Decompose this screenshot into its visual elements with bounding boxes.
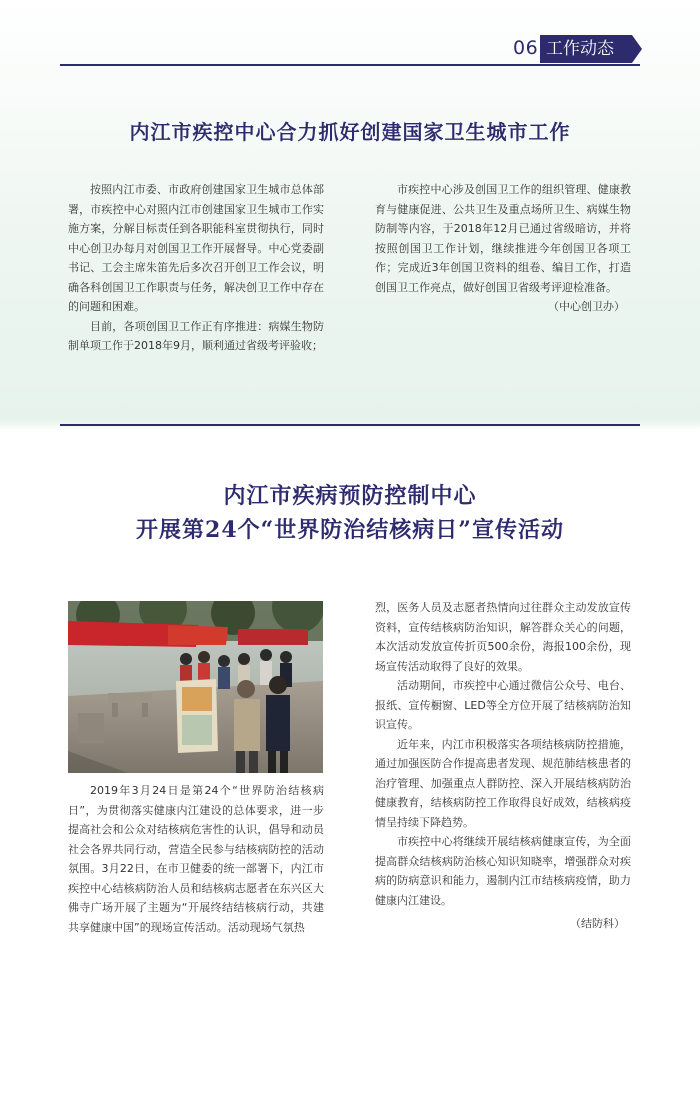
article1-paragraph: 目前，各项创国卫工作正有序推进：病媒生物防制单项工作于2018年9月，顺利通过省级考评验收； [68, 319, 324, 352]
section-badge: 工作动态 [540, 35, 632, 63]
page-number: 06 [513, 37, 539, 59]
article1-right-column [375, 180, 631, 317]
section-divider [60, 424, 640, 426]
event-photo [68, 601, 323, 773]
article2-right-column [375, 598, 631, 934]
article2-title-line2: 开展第24个“世界防治结核病日”宣传活动 [136, 517, 564, 543]
page-header [0, 0, 700, 70]
article1-paragraph: 按照内江市委、市政府创建国家卫生城市总体部署，市疾控中心对照内江市创建国家卫生城市工作实施方案，分解目标责任到各职能科室贯彻执行，同时中心创卫办每月对创国卫工作开展督导。中心党委副书记、工会主席朱笛先后多次召开创卫工作会议，明确各科创国卫工作职责与任务，解决创卫工作中存在的问题和困难。 [68, 183, 324, 313]
header-rule [60, 64, 640, 66]
article2-paragraph-continued: 烈，医务人员及志愿者热情向过往群众主动发放宣传资料，宣传结核病防治知识，解答群众关心的问题，本次活动发放宣传折页500余份，海报100余份，现场宣传活动取得了良好的效果。 [375, 601, 631, 673]
article1-left-column [68, 180, 324, 356]
article2-paragraph: 近年来，内江市积极落实各项结核病防控措施，通过加强医防合作提高患者发现、规范肺结核患者的治疗管理、加强重点人群防控、深入开展结核病防治健康教育，结核病防控工作取得良好成效，结核病疫情呈持续下降趋势。 [375, 737, 631, 829]
article2-title-line1: 内江市疾病预防控制中心 [223, 483, 477, 509]
article2-paragraph: 市疾控中心将继续开展结核病健康宣传，为全面提高群众结核病防治核心知识知晓率，增强群众对疾病的防病意识和能力，遏制内江市结核病疫情，助力健康内江建设。 [375, 835, 631, 907]
article2-left-column [68, 781, 324, 937]
article2-paragraph: 2019年3月24日是第24个“世界防治结核病日”，为贯彻落实健康内江建设的总体要求，进一步提高社会和公众对结核病危害性的认识，倡导和动员社会各界共同行动，营造全民参与结核病防控的活动氛围。3月22日，在市卫健委的统一部署下，内江市疾控中心结核病防治人员和结核病志愿者在东兴区大佛寺广场开展了主题为“开展终结结核病行动，共建共享健康中国”的现场宣传活动。活动现场气氛热 [68, 784, 324, 934]
article2-paragraph: 活动期间，市疾控中心通过微信公众号、电台、报纸、宣传橱窗、LED等全方位开展了结核病防治知识宣传。 [375, 679, 631, 731]
article1-paragraph: 市疾控中心涉及创国卫工作的组织管理、健康教育与健康促进、公共卫生及重点场所卫生、病媒生物防制等内容，于2018年12月已通过省级暗访，并将按照创国卫工作计划，继续推进今年创国卫各项工作；完成近3年创国卫资料的组卷、编目工作，打造创国卫工作亮点，做好创国卫省级考评迎检准备。 [375, 183, 631, 294]
article1-signature: （中心创卫办） [548, 300, 625, 313]
article2-signature: （结防科） [570, 917, 625, 930]
article1-title: 内江市疾控中心合力抓好创建国家卫生城市工作 [129, 120, 571, 144]
